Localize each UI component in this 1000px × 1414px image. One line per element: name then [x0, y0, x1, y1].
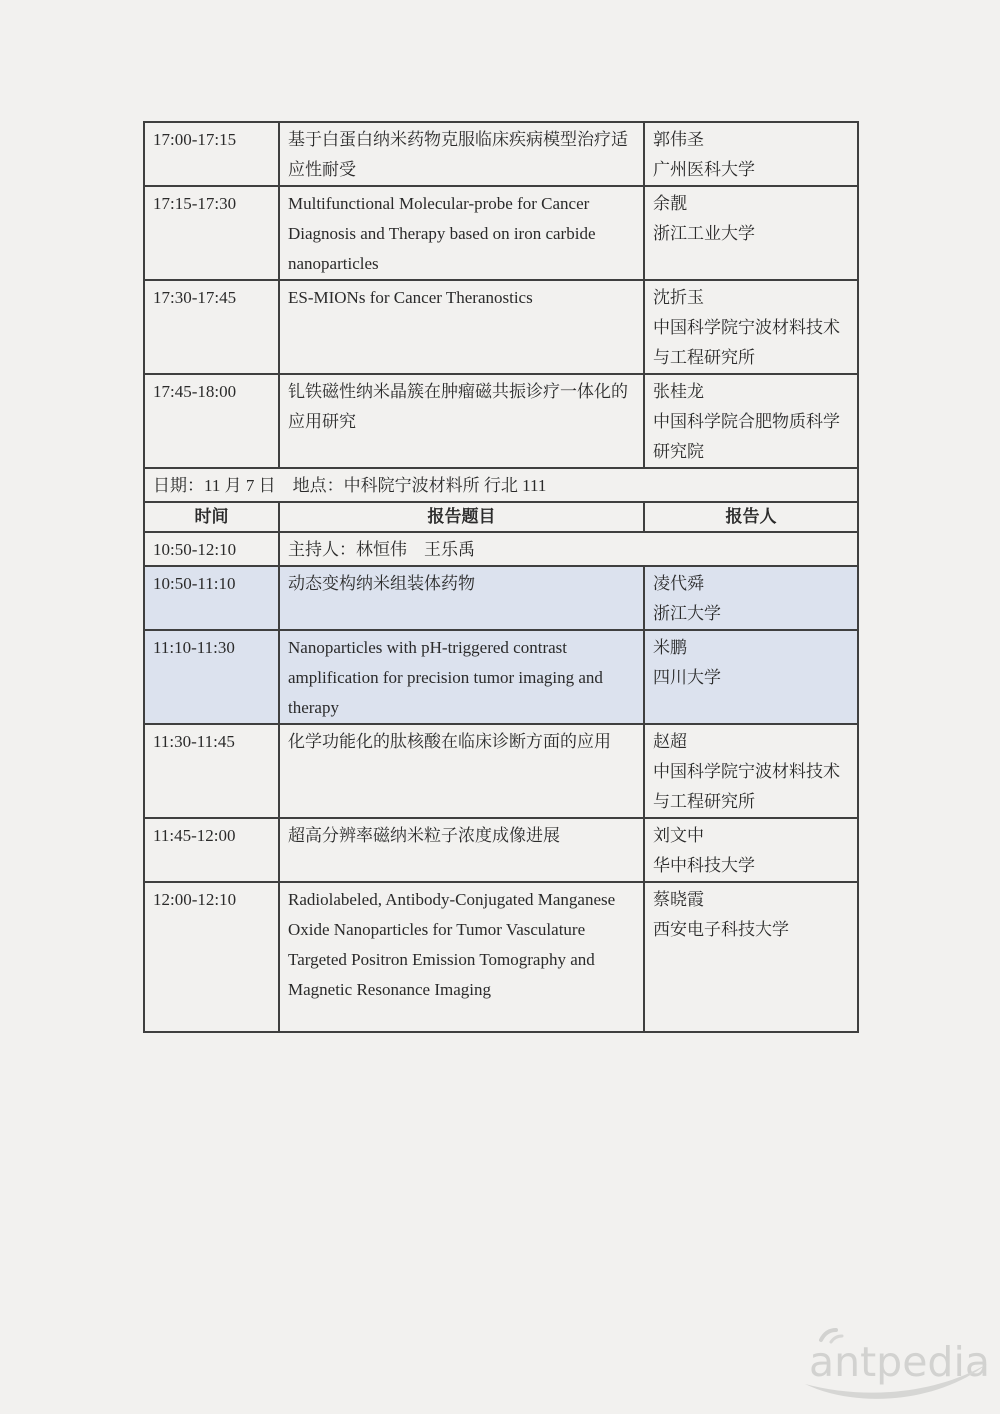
speaker-cell: [644, 280, 858, 374]
time-cell: 11:45-12:00: [144, 818, 279, 882]
speaker-name: 凌代舜: [653, 574, 704, 593]
column-header-speaker: 报告人: [644, 502, 858, 532]
title-cell: Multifunctional Molecular-probe for Cancer Diagnosis and Therapy based on iron carbide nanoparticles: [279, 186, 644, 280]
speaker-affiliation: 华中科技大学: [653, 856, 755, 875]
watermark-text: antpedia: [809, 1338, 990, 1386]
speaker-affiliation: 浙江大学: [653, 604, 721, 623]
table-row-highlighted: [144, 630, 858, 724]
title-cell: 钆铁磁性纳米晶簇在肿瘤磁共振诊疗一体化的应用研究: [279, 374, 644, 468]
title-cell: 超高分辨率磁纳米粒子浓度成像进展: [279, 818, 644, 882]
table-row: [144, 122, 858, 186]
antpedia-watermark-logo: [795, 1318, 995, 1408]
speaker-block: [653, 283, 849, 373]
title-cell: Nanoparticles with pH-triggered contrast amplification for precision tumor imaging and therapy: [279, 630, 644, 724]
title-cell: Radiolabeled, Antibody-Conjugated Manganese Oxide Nanoparticles for Tumor Vasculature Targeted Positron Emission Tomography and Magnetic Resonance Imaging: [279, 882, 644, 1032]
time-cell: 11:30-11:45: [144, 724, 279, 818]
speaker-name: 米鹏: [653, 638, 687, 657]
speaker-affiliation: 浙江工业大学: [653, 224, 755, 243]
speaker-name: 余靓: [653, 194, 687, 213]
speaker-block: [653, 569, 849, 629]
speaker-name: 沈折玉: [653, 288, 704, 307]
host-row: [144, 532, 858, 566]
title-cell: 动态变构纳米组装体药物: [279, 566, 644, 630]
table-row: [144, 186, 858, 280]
speaker-cell: [644, 882, 858, 1032]
column-header-row: [144, 502, 858, 532]
speaker-cell: [644, 186, 858, 280]
time-cell: 17:15-17:30: [144, 186, 279, 280]
time-cell: 11:10-11:30: [144, 630, 279, 724]
table-row: [144, 882, 858, 1032]
column-header-time: 时间: [144, 502, 279, 532]
date-location-banner: 日期：11 月 7 日 地点：中科院宁波材料所 行北 111: [144, 468, 858, 502]
speaker-cell: [644, 122, 858, 186]
table-row: [144, 724, 858, 818]
speaker-block: [653, 125, 849, 185]
table-row: [144, 280, 858, 374]
title-cell: 基于白蛋白纳米药物克服临床疾病模型治疗适应性耐受: [279, 122, 644, 186]
host-cell: 主持人：林恒伟 王乐禹: [279, 532, 858, 566]
speaker-cell: [644, 724, 858, 818]
speaker-name: 刘文中: [653, 826, 704, 845]
speaker-cell: [644, 566, 858, 630]
speaker-cell: [644, 630, 858, 724]
speaker-block: [653, 727, 849, 817]
speaker-name: 赵超: [653, 732, 687, 751]
speaker-name: 张桂龙: [653, 382, 704, 401]
speaker-block: [653, 189, 849, 249]
speaker-block: [653, 377, 849, 467]
speaker-block: [653, 633, 849, 693]
speaker-block: [653, 821, 849, 881]
speaker-cell: [644, 374, 858, 468]
time-cell: 10:50-12:10: [144, 532, 279, 566]
time-cell: 17:45-18:00: [144, 374, 279, 468]
speaker-affiliation: 广州医科大学: [653, 160, 755, 179]
speaker-affiliation: 中国科学院合肥物质科学研究院: [653, 412, 840, 461]
speaker-name: 郭伟圣: [653, 130, 704, 149]
table-row: [144, 374, 858, 468]
date-banner-row: [144, 468, 858, 502]
speaker-affiliation: 中国科学院宁波材料技术与工程研究所: [653, 318, 840, 367]
table-row: [144, 818, 858, 882]
speaker-block: [653, 885, 849, 945]
speaker-affiliation: 中国科学院宁波材料技术与工程研究所: [653, 762, 840, 811]
time-cell: 17:00-17:15: [144, 122, 279, 186]
time-cell: 12:00-12:10: [144, 882, 279, 1032]
title-cell: ES-MIONs for Cancer Theranostics: [279, 280, 644, 374]
time-cell: 17:30-17:45: [144, 280, 279, 374]
speaker-affiliation: 四川大学: [653, 668, 721, 687]
title-cell: 化学功能化的肽核酸在临床诊断方面的应用: [279, 724, 644, 818]
time-cell: 10:50-11:10: [144, 566, 279, 630]
watermark-swoosh-icon: [795, 1318, 995, 1408]
speaker-affiliation: 西安电子科技大学: [653, 920, 789, 939]
column-header-title: 报告题目: [279, 502, 644, 532]
speaker-name: 蔡晓霞: [653, 890, 704, 909]
speaker-cell: [644, 818, 858, 882]
conference-schedule-table: [143, 121, 859, 1033]
table-row-highlighted: [144, 566, 858, 630]
